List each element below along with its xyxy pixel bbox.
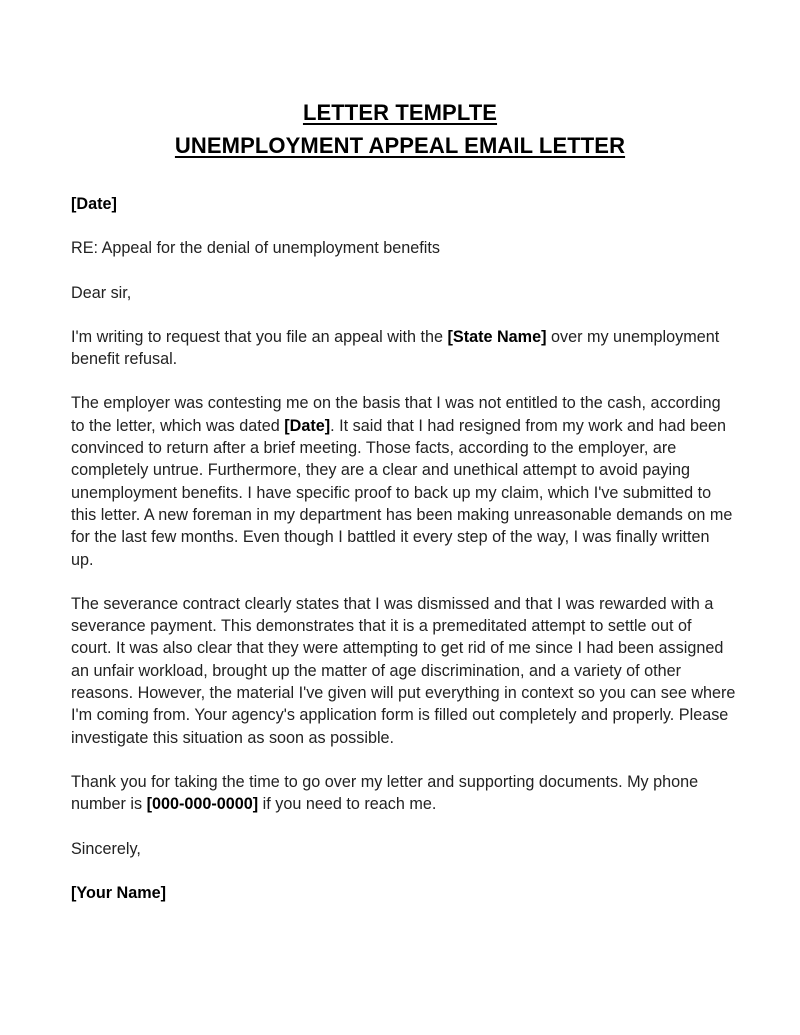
state-name-placeholder: [State Name] [447,327,547,346]
closing: Sincerely, [71,839,141,858]
letter-body [71,193,736,904]
title-line-2: UNEMPLOYMENT APPEAL EMAIL LETTER [174,133,626,158]
salutation: Dear sir, [71,283,132,302]
paragraph-thanks: Thank you for taking the time to go over my letter and supporting documents. My phone number is [000-000-0000] if you need to reach me. [71,772,699,814]
phone-placeholder: [000-000-0000] [146,795,259,814]
paragraph-employer-claim: The employer was contesting me on the basis that I was not entitled to the cash, according to the letter, which was dated [Date]. It said that I had resigned from my work and had been convinced to return after a brief meeting. Those facts, according to the employer, are completely untrue. Furthermore, they are a clear and unethical attempt to avoid paying unemployment benefits. I have specific proof to back up my claim, which I've submitted to this letter. A new foreman in my department has been making unreasonable demands on me for the last few months. Even though I battled it every step of the way, I was finally written up. [71,394,733,569]
signature-placeholder: [Your Name] [71,883,167,902]
subject-line: RE: Appeal for the denial of unemployment benefits [71,239,440,258]
paragraph-request: I'm writing to request that you file an appeal with the [State Name] over my unemployment benefit refusal. [71,327,720,369]
letter-date-placeholder: [Date] [284,416,331,435]
letter-title [0,96,800,162]
paragraph-severance: The severance contract clearly states that I was dismissed and that I was rewarded with a severance payment. This demonstrates that it is a premeditated attempt to settle out of court. It was also clear that they were attempting to get rid of me since I had been assigned an unfair workload, brought up the matter of age discrimination, and a variety of other reasons. However, the material I've given will put everything in context so you can see where I'm coming from. Your agency's application form is filled out completely and properly. Please investigate this situation as soon as possible. [71,594,736,747]
date-placeholder: [Date] [71,195,117,213]
title-line-1: LETTER TEMPLTE [302,100,498,125]
